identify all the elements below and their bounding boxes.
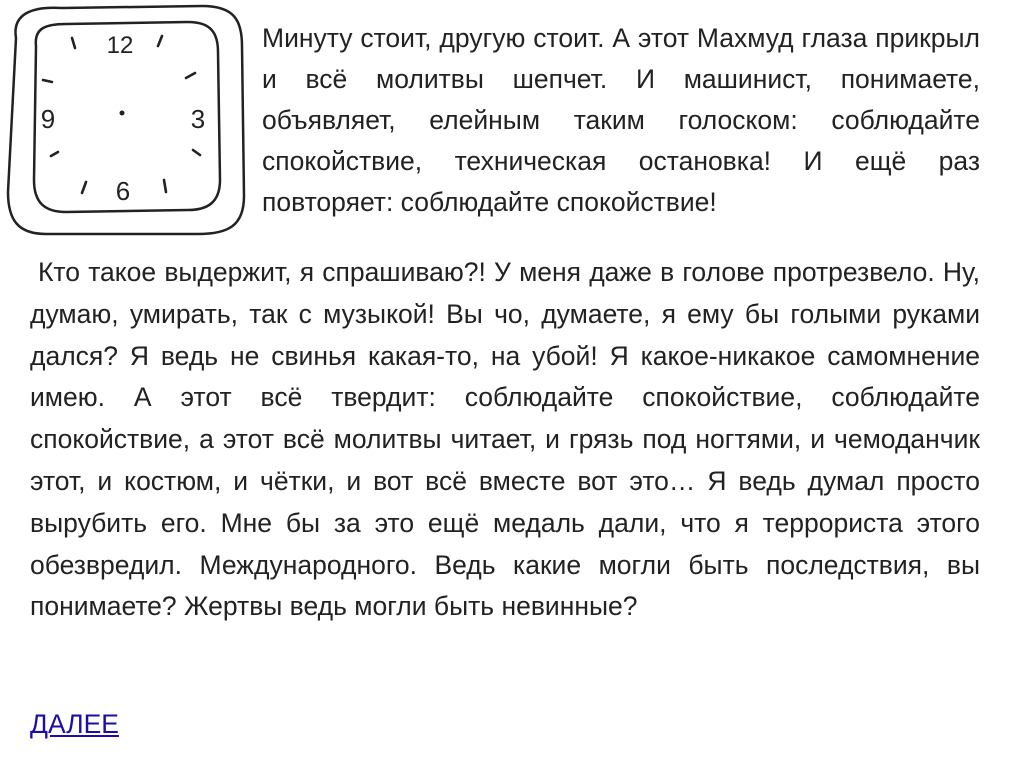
next-link[interactable]: ДАЛЕЕ xyxy=(30,709,119,739)
clock-numeral-12: 12 xyxy=(106,32,134,59)
clock-numeral-6: 6 xyxy=(115,176,131,206)
clock-drawing xyxy=(2,0,250,240)
clock-numeral-3: 3 xyxy=(190,104,206,134)
clock-numeral-9: 9 xyxy=(40,104,56,134)
story-paragraph-1: Минуту стоит, другую стоит. А этот Махмуд глаза прикрыл и всё молитвы шепчет. И машинист, понимаете, объявляет, елейным таким голоском: соблюдайте спокойствие, техническая остановка! И ещё раз повторяет: соблюдайте спокойствие! xyxy=(262,23,980,217)
clock-center-dot xyxy=(120,111,125,116)
clock-illustration xyxy=(2,0,250,240)
story-paragraph-2: Кто такое выдержит, я спрашиваю?! У меня даже в голове протрезвело. Ну, думаю, умирать, так с музыкой! Вы чо, думаете, я ему бы голыми руками дался? Я ведь не свинья какая-то, на убой! Я какое-никакое самомнение имею. А этот всё твердит: соблюдайте спокойствие, соблюдайте спокойствие, а этот всё молитвы читает, и грязь под ногтями, и чемоданчик этот, и костюм, и чётки, и вот всё вместе вот это… Я ведь думал просто вырубить его. Мне бы за это ещё медаль дали, что я террориста этого обезвредил. Международного. Ведь какие могли быть последствия, вы понимаете? Жертвы ведь могли быть невинные? xyxy=(30,257,980,622)
story-paragraph-2-wrap xyxy=(30,252,980,628)
